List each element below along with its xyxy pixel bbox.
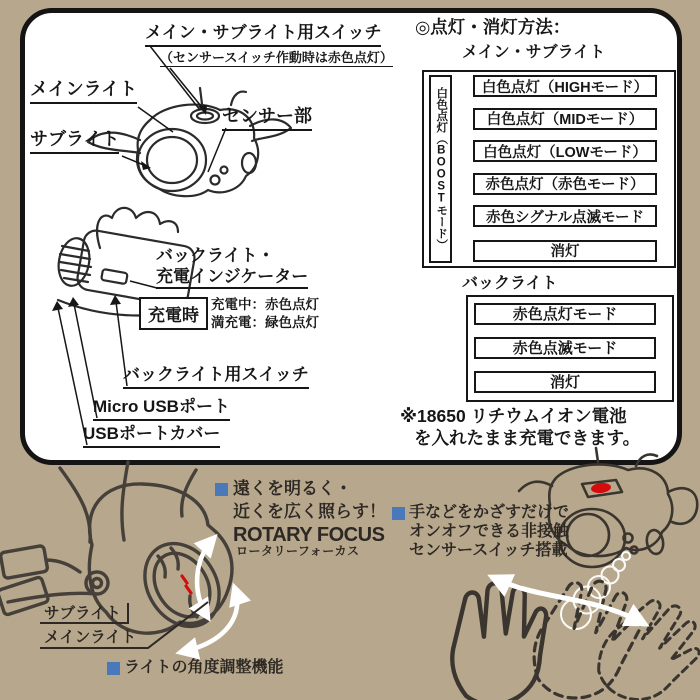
flow-step-signal: 赤色シグナル点滅モード xyxy=(473,205,657,227)
flow-step-red: 赤色点灯（赤色モード） xyxy=(473,173,657,195)
label-indicator-line1: バックライト・ xyxy=(156,246,275,265)
angle-feature-label: ライトの角度調整機能 xyxy=(124,659,284,676)
sensor-feature-line1: 手などをかざすだけで xyxy=(409,504,570,521)
label-main-light: メインライト xyxy=(30,79,137,104)
label-main-light-bottom: メインライト xyxy=(44,629,137,646)
battery-note-line1: ※18650 リチウムイオン電池 xyxy=(400,406,627,426)
label-usb-port: Micro USBポート xyxy=(93,397,230,421)
feature-bullet-icon xyxy=(215,483,228,496)
sensor-feature-line2: オンオフできる非接触 xyxy=(409,523,570,540)
flow-step-mid: 白色点灯（MIDモード） xyxy=(473,108,657,130)
sensor-beam-spiral xyxy=(561,552,630,629)
charge-status-charging: 充電中：赤色点灯 xyxy=(211,297,319,312)
back-chart-subtitle: バックライト xyxy=(462,275,558,292)
angle-bullet-icon xyxy=(107,662,120,675)
label-indicator-line2: 充電インジケーター xyxy=(156,267,308,289)
hand-wave-illustration xyxy=(448,569,700,700)
label-usb-cover: USBポートカバー xyxy=(83,424,220,448)
rotary-focus-en: ROTARY FOCUS xyxy=(233,524,385,546)
battery-note-line2: を入れたまま充電できます。 xyxy=(414,428,641,448)
flow-step-low: 白色点灯（LOWモード） xyxy=(473,140,657,162)
label-main-sub-switch: メイン・サブライト用スイッチ xyxy=(145,23,381,47)
sensor-feature-line3: センサースイッチ搭載 xyxy=(409,542,568,559)
label-switch-note: （センサースイッチ作動時は赤色点灯） xyxy=(160,50,393,65)
back-step-blink: 赤色点滅モード xyxy=(474,337,656,359)
wave-motion-arrow xyxy=(494,578,643,623)
label-sub-light: サブライト xyxy=(30,129,119,154)
flow-step-high: 白色点灯（HIGHモード） xyxy=(473,75,657,97)
label-backlight-switch: バックライト用スイッチ xyxy=(123,365,309,389)
main-flowchart-side-label: 白色点灯（BOOSTモード） xyxy=(429,75,452,263)
main-chart-subtitle: メイン・サブライト xyxy=(462,44,606,61)
back-step-on: 赤色点灯モード xyxy=(474,303,656,325)
back-step-off: 消灯 xyxy=(474,371,656,393)
rotary-feature-line1: 遠くを明るく・ xyxy=(233,479,352,498)
method-title: ◎点灯・消灯方法： xyxy=(415,17,571,37)
rotation-arrows xyxy=(182,539,237,652)
label-sub-light-bottom: サブライト xyxy=(44,605,122,622)
rotary-focus-kana: ロータリーフォーカス xyxy=(236,544,360,558)
charge-status-full: 満充電：緑色点灯 xyxy=(211,315,319,330)
flow-step-off: 消灯 xyxy=(473,240,657,262)
rotary-feature-line2: 近くを広く照らす！ xyxy=(233,502,386,521)
main-flowchart-frame xyxy=(422,70,676,268)
label-sensor: センサー部 xyxy=(222,106,312,131)
charge-badge: 充電時 xyxy=(139,297,208,330)
sensor-bullet-icon xyxy=(392,507,405,520)
label-indicator xyxy=(156,246,308,287)
